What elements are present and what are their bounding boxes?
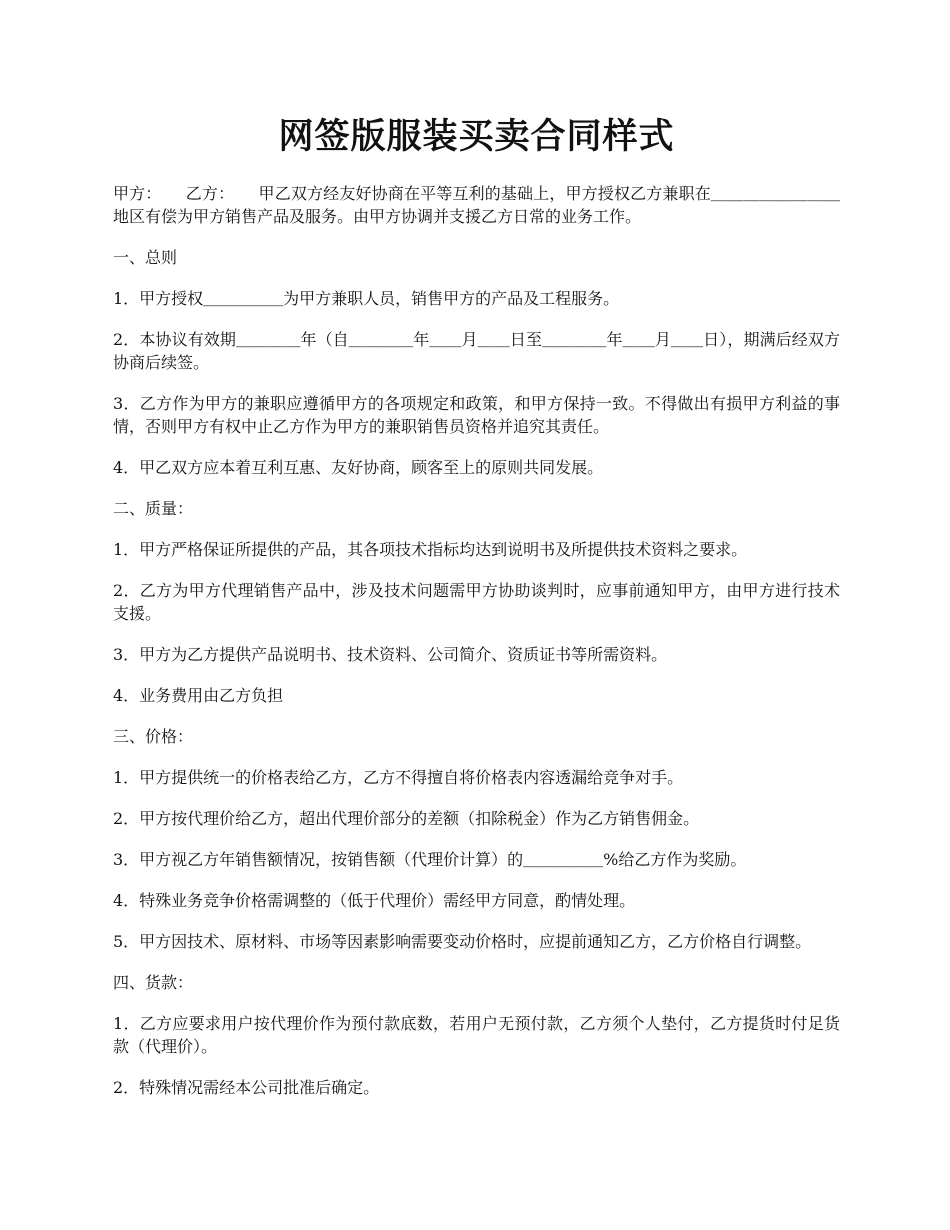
clause: 4．业务费用由乙方负担 — [113, 686, 284, 705]
clause: 5．甲方因技术、原材料、市场等因素影响需要变动价格时，应提前通知乙方，乙方价格自行调整。 — [113, 932, 812, 951]
section-general — [113, 246, 840, 479]
intro-paragraph: 甲方： 乙方： 甲乙双方经友好协商在平等互利的基础上，甲方授权乙方兼职在＿＿＿＿＿＿＿＿地区有偿为甲方销售产品及服务。由甲方协调并支援乙方日常的业务工作。 — [113, 184, 840, 226]
clause: 3．乙方作为甲方的兼职应遵循甲方的各项规定和政策，和甲方保持一致。不得做出有损甲方利益的事情，否则甲方有权中止乙方作为甲方的兼职销售员资格并追究其责任。 — [113, 394, 840, 436]
clause: 3．甲方为乙方提供产品说明书、技术资料、公司简介、资质证书等所需资料。 — [113, 645, 668, 664]
clause: 2．本协议有效期＿＿＿＿年（自＿＿＿＿年＿＿月＿＿日至＿＿＿＿年＿＿月＿＿日），期满后经双方协商后续签。 — [113, 330, 840, 372]
section-heading: 四、货款： — [113, 973, 194, 992]
clause: 1．甲方严格保证所提供的产品，其各项技术指标均达到说明书及所提供技术资料之要求。 — [113, 540, 748, 559]
clause: 1．乙方应要求用户按代理价作为预付款底数，若用户无预付款，乙方须个人垫付，乙方提货时付足货款（代理价）。 — [113, 1014, 840, 1056]
document-title: 网签版服装买卖合同样式 — [278, 116, 675, 157]
clause: 1．甲方授权＿＿＿＿＿为甲方兼职人员，销售甲方的产品及工程服务。 — [113, 289, 620, 308]
clause: 3．甲方视乙方年销售额情况，按销售额（代理价计算）的＿＿＿＿＿%给乙方作为奖励。 — [113, 850, 747, 869]
clause: 4．特殊业务竞争价格需调整的（低于代理价）需经甲方同意，酌情处理。 — [113, 891, 636, 910]
section-heading: 二、质量： — [113, 499, 194, 518]
clause: 2．特殊情况需经本公司批准后确定。 — [113, 1078, 380, 1097]
section-heading: 三、价格： — [113, 727, 194, 746]
clause: 2．甲方按代理价给乙方，超出代理价部分的差额（扣除税金）作为乙方销售佣金。 — [113, 809, 700, 828]
section-quality — [113, 497, 840, 707]
clause: 4．甲乙双方应本着互利互惠、友好协商，顾客至上的原则共同发展。 — [113, 458, 604, 477]
document-page — [113, 112, 840, 1117]
clause: 2．乙方为甲方代理销售产品中，涉及技术问题需甲方协助谈判时，应事前通知甲方，由甲方进行技术支援。 — [113, 581, 840, 623]
section-price — [113, 725, 840, 953]
clause: 1．甲方提供统一的价格表给乙方，乙方不得擅自将价格表内容透漏给竞争对手。 — [113, 768, 684, 787]
section-heading: 一、总则 — [113, 248, 178, 267]
section-payment — [113, 971, 840, 1099]
